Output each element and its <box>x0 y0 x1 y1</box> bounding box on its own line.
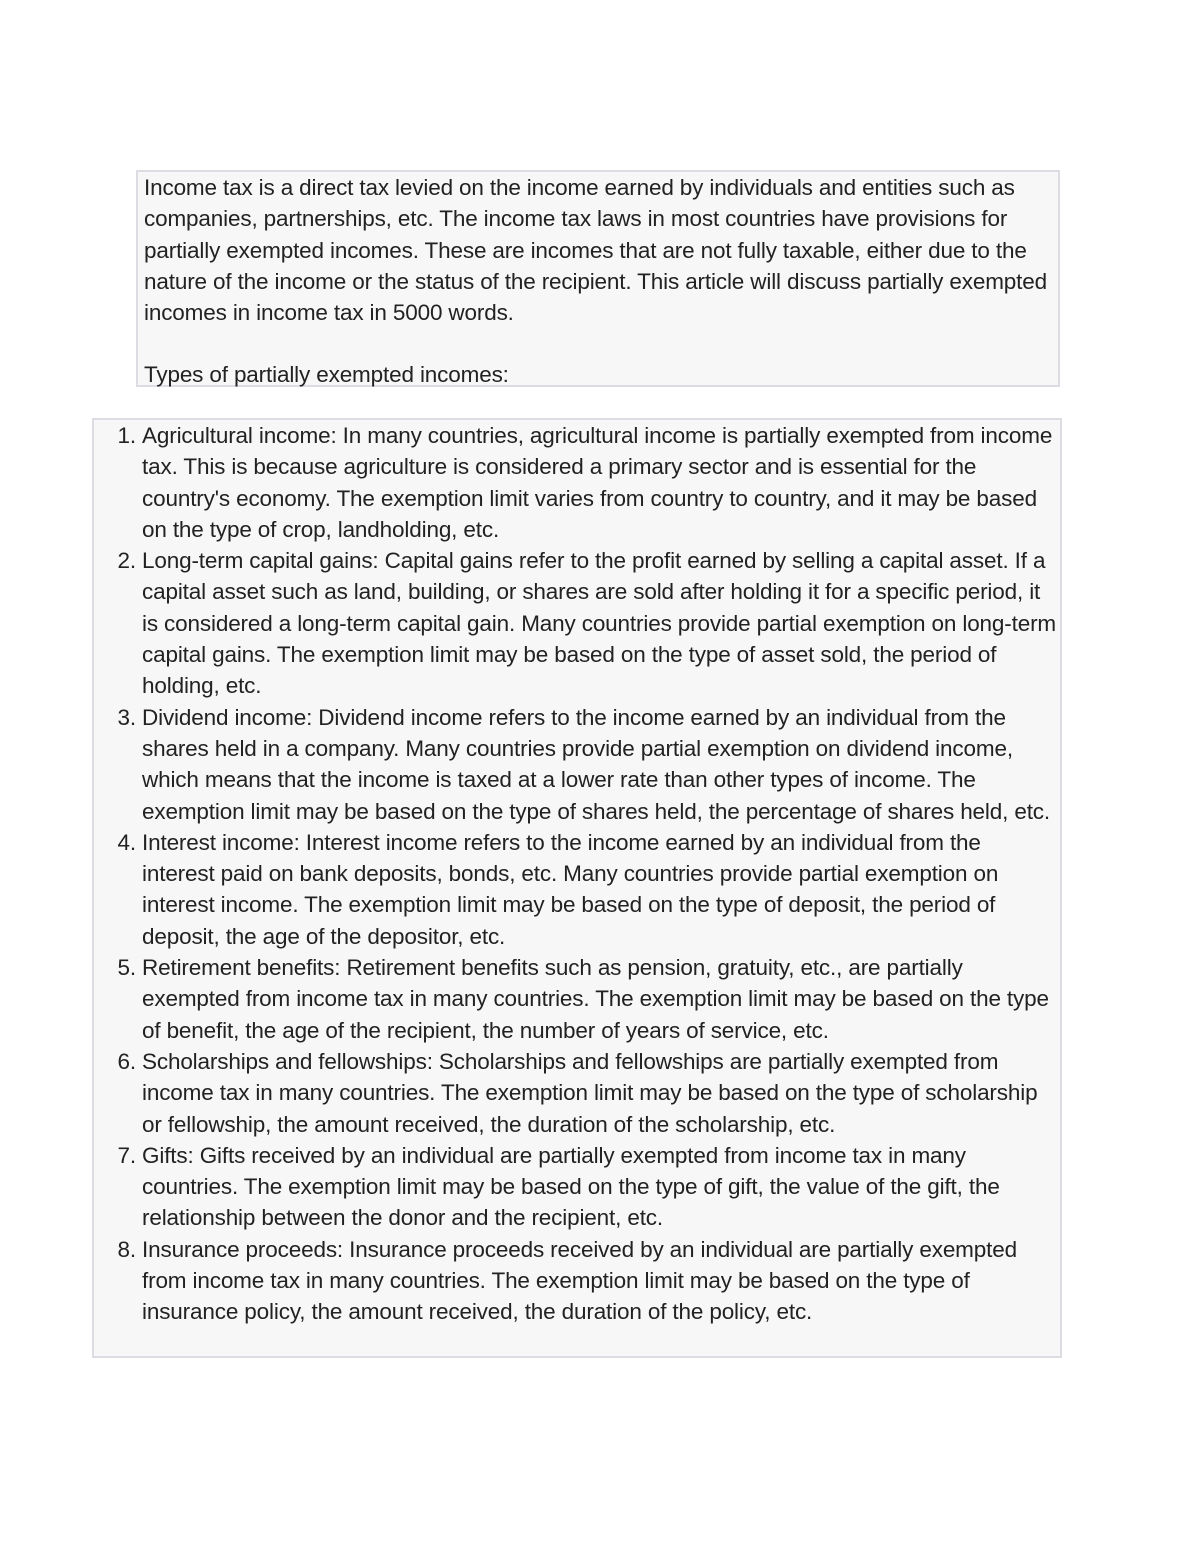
section-heading: Types of partially exempted incomes: <box>144 362 509 388</box>
list-item-number: 3. <box>117 704 136 730</box>
exempted-incomes-list <box>94 420 1058 1328</box>
list-item <box>94 702 1058 827</box>
list-item-text: Retirement benefits: Retirement benefits such as pension, gratuity, etc., are partially exempted from income tax in many countries. The exemption limit may be based on the type of benefit, the age of the recipient, the number of years of service, etc. <box>142 955 1049 1043</box>
list-item-number: 8. <box>117 1236 136 1262</box>
paragraph-spacer <box>144 328 1056 359</box>
list-item-text: Gifts: Gifts received by an individual are partially exempted from income tax in many countries. The exemption limit may be based on the type of gift, the value of the gift, the relationship between the donor and the recipient, etc. <box>142 1142 1000 1231</box>
list-item-number: 6. <box>117 1048 136 1074</box>
list-item-number: 7. <box>117 1142 136 1168</box>
intro-paragraph: Income tax is a direct tax levied on the income earned by individuals and entities such as companies, partnerships, etc. The income tax laws in most countries have provisions for partially exempted incomes. These are incomes that are not fully taxable, either due to the nature of the income or the status of the recipient. This article will discuss partially exempted incomes in income tax in 5000 words. <box>144 175 1047 326</box>
list-item <box>94 1140 1058 1234</box>
list-item-text: Insurance proceeds: Insurance proceeds received by an individual are partially exempted from income tax in many countries. The exemption limit may be based on the type of insurance policy, the amount received, the duration of the policy, etc. <box>142 1236 1017 1325</box>
list-item-text: Scholarships and fellowships: Scholarships and fellowships are partially exempted from income tax in many countries. The exemption limit may be based on the type of scholarship or fellowship, the amount received, the duration of the scholarship, etc. <box>142 1048 1038 1137</box>
list-item-number: 1. <box>117 423 136 448</box>
list-item <box>94 1046 1058 1140</box>
list-item-number: 2. <box>117 548 136 574</box>
list-item-text: Agricultural income: In many countries, agricultural income is partially exempted from income tax. This is because agriculture is considered a primary sector and is essential for the country's economy. The exemption limit varies from country to country, and it may be based on the type of crop, landholding, etc. <box>142 423 1053 542</box>
list-item <box>94 545 1058 701</box>
list-item <box>94 1234 1058 1328</box>
list-item-number: 4. <box>117 829 136 855</box>
list-item-number: 5. <box>117 955 136 981</box>
list-item <box>94 420 1058 545</box>
list-item-text: Interest income: Interest income refers to the income earned by an individual from the interest paid on bank deposits, bonds, etc. Many countries provide partial exemption on interest income. The exemption limit may be based on the type of deposit, the period of deposit, the age of the depositor, etc. <box>142 829 999 949</box>
list-item-text: Long-term capital gains: Capital gains refer to the profit earned by selling a capital asset. If a capital asset such as land, building, or shares are sold after holding it for a specific period, it is considered a long-term capital gain. Many countries provide partial exemption on long-term capital gains. The exemption limit may be based on the type of asset sold, the period of holding, etc. <box>142 548 1057 699</box>
intro-block <box>136 170 1060 387</box>
list-item <box>94 827 1058 952</box>
list-block <box>92 418 1062 1358</box>
list-item-text: Dividend income: Dividend income refers to the income earned by an individual from the shares held in a company. Many countries provide partial exemption on dividend income, which means that the income is taxed at a lower rate than other types of income. The exemption limit may be based on the type of shares held, the percentage of shares held, etc. <box>142 704 1050 824</box>
list-item <box>94 952 1058 1046</box>
